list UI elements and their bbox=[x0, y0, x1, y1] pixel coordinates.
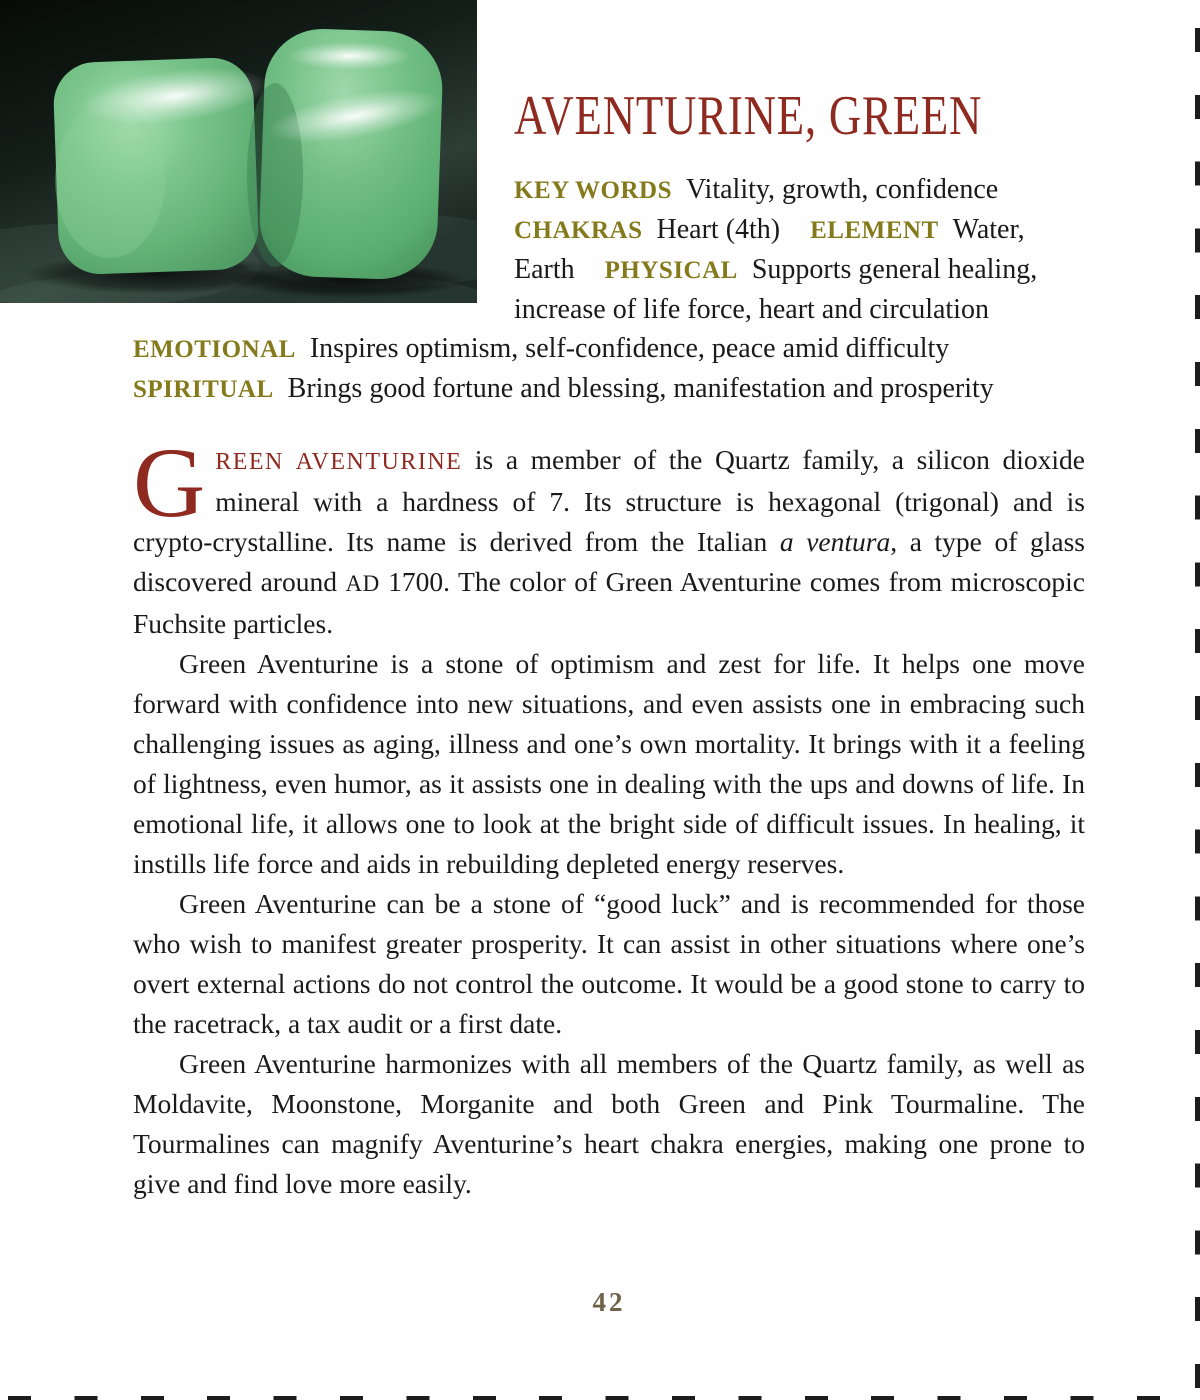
physical-value-part1: Supports general healing, bbox=[751, 254, 1038, 285]
element-value-part1: Water, bbox=[952, 214, 1025, 245]
attributes-full-block bbox=[133, 329, 1093, 409]
attributes-right-block bbox=[514, 170, 1094, 329]
right-edge-ticks bbox=[1195, 0, 1200, 1400]
chakras-value: Heart (4th) bbox=[656, 214, 781, 245]
attribute-line-emotional bbox=[133, 329, 1093, 369]
paragraph-harmonizes: Green Aventurine harmonizes with all members of the Quartz family, as well as Moldavite, Moonstone, Morganite and both Green and Pink Tourmaline. The Tourmalines can magnify Aventurine’s heart chakra energies, making one prone to give and find love more easily. bbox=[133, 1048, 1085, 1199]
page-number: 42 bbox=[592, 1287, 626, 1317]
body-text bbox=[133, 427, 1086, 1204]
emotional-value: Inspires optimism, self-confidence, peace amid difficulty bbox=[309, 333, 950, 364]
bottom-edge-ticks bbox=[0, 1396, 1200, 1400]
attribute-line-key-words bbox=[514, 170, 1094, 210]
key-words-label: KEY WORDS bbox=[514, 177, 673, 204]
emotional-label: EMOTIONAL bbox=[133, 336, 296, 363]
attribute-line-spiritual bbox=[133, 369, 1093, 409]
spiritual-value: Brings good fortune and blessing, manifestation and prosperity bbox=[287, 373, 994, 404]
small-caps-ad: AD bbox=[345, 571, 380, 596]
stones-photo bbox=[0, 0, 477, 303]
key-words-value: Vitality, growth, confidence bbox=[686, 174, 999, 205]
intro-text-1: is a member of the Quartz family, a silicon dioxide mineral with a hardness of 7. Its structure is hexagonal (trigonal) and is crypto-crystalline. Its name is derived from the Italian bbox=[133, 444, 1085, 557]
paragraph-optimism: Green Aventurine is a stone of optimism and zest for life. It helps one move forward with confidence into new situations, and even assists one in embracing such challenging issues as aging, illness and one’s own mortality. It brings with it a feeling of lightness, even humor, as it assists one in dealing with the ups and downs of life. In emotional life, it allows one to look at the bright side of difficult issues. In healing, it instills life force and aids in rebuilding depleted energy reserves. bbox=[133, 648, 1085, 879]
physical-label: PHYSICAL bbox=[604, 257, 738, 284]
chakras-label: CHAKRAS bbox=[514, 217, 643, 244]
attribute-line-physical-cont bbox=[514, 290, 1094, 329]
stones-photo-image bbox=[0, 0, 477, 303]
element-label: ELEMENT bbox=[810, 217, 939, 244]
attribute-line-physical bbox=[514, 250, 1094, 290]
dropcap-letter: G bbox=[133, 427, 206, 538]
paragraph-intro bbox=[133, 427, 1086, 644]
attribute-line-chakras-element bbox=[514, 210, 1094, 250]
intro-text-2: , a type of glass discovered around bbox=[133, 526, 1085, 597]
italic-a-ventura: a ventura bbox=[779, 526, 891, 557]
lead-small-caps: REEN AVENTURINE bbox=[215, 449, 463, 475]
paragraph-good-luck: Green Aventurine can be a stone of “good luck” and is recommended for those who wish to manifest greater prosperity. It can assist in other situations where one’s overt external actions do not control the outcome. It would be a good stone to carry to the racetrack, a tax audit or a first date. bbox=[133, 888, 1085, 1039]
element-value-part2: Earth bbox=[514, 254, 575, 285]
page-title: AVENTURINE, GREEN bbox=[514, 85, 983, 147]
intro-text-3: 1700. The color of Green Aventurine comes from microscopic Fuchsite particles. bbox=[133, 566, 1086, 639]
spiritual-label: SPIRITUAL bbox=[133, 376, 274, 403]
physical-value-part2: increase of life force, heart and circulation bbox=[514, 294, 989, 325]
